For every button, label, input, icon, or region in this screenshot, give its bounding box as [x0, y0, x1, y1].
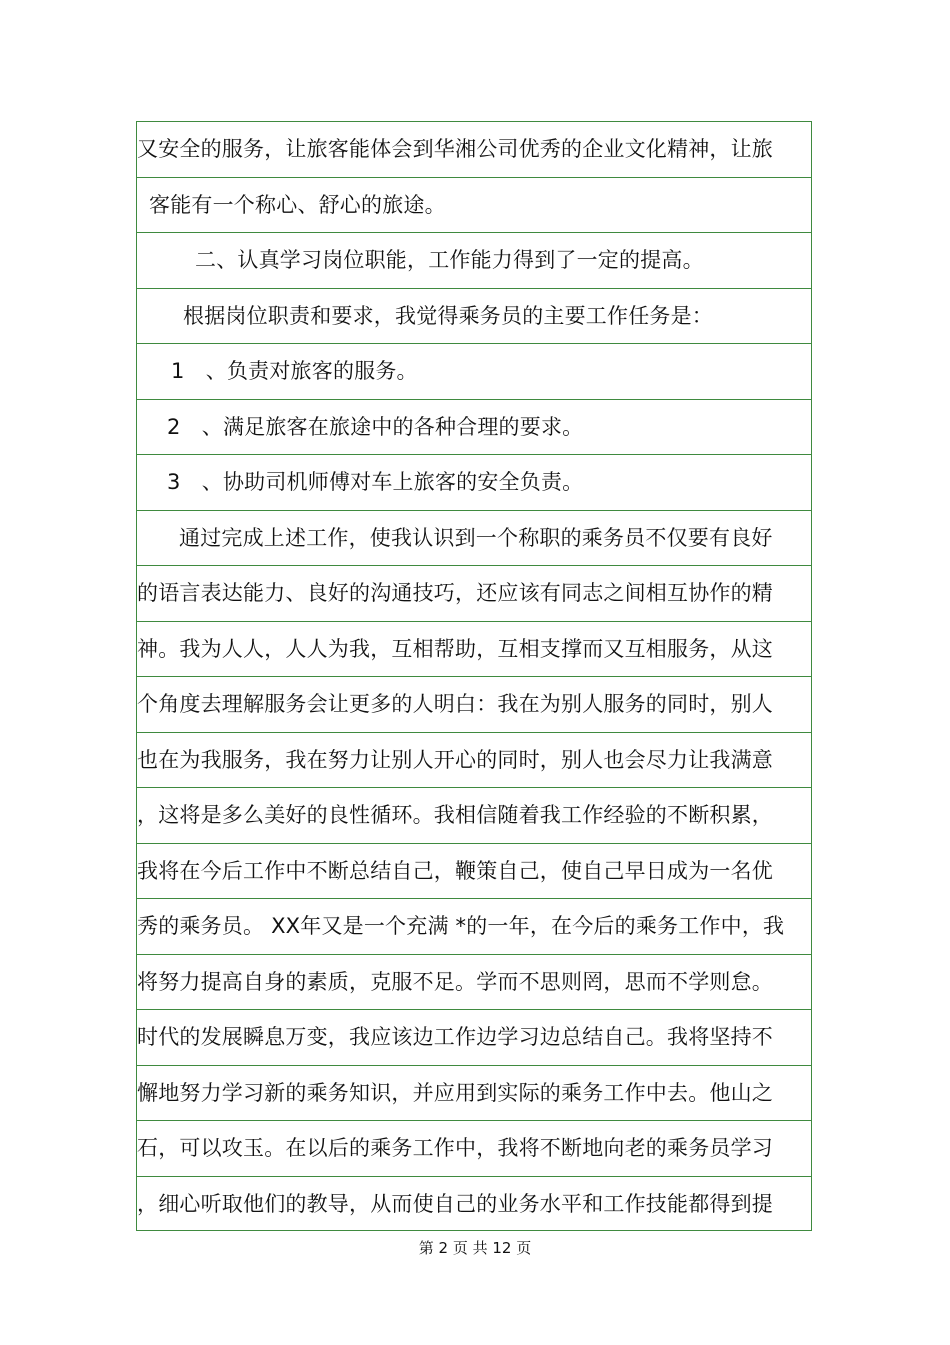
text-line-content: 的语言表达能力、良好的沟通技巧，还应该有同志之间相互协作的精 — [137, 581, 773, 605]
text-line — [137, 566, 811, 622]
text-line — [137, 1121, 811, 1177]
text-line — [137, 622, 811, 678]
text-line — [137, 1177, 811, 1233]
text-line-content: 也在为我服务，我在努力让别人开心的同时，别人也会尽力让我满意 — [137, 747, 773, 772]
text-line-content: 通过完成上述工作，使我认识到一个称职的乘务员不仅要有良好 — [179, 525, 773, 550]
list-item — [137, 455, 811, 511]
text-line-content: 又安全的服务，让旅客能体会到华湘公司优秀的企业文化精神，让旅 — [137, 137, 773, 161]
text-line — [137, 1010, 811, 1066]
list-item-text: 2 、满足旅客在旅途中的各种合理的要求。 — [167, 414, 584, 439]
text-line — [137, 788, 811, 844]
text-line-content: 神。我为人人，人人为我，互相帮助，互相支撑而又互相服务，从这 — [137, 636, 773, 661]
text-line — [137, 733, 811, 789]
text-line-content: 将努力提高自身的素质，克服不足。学而不思则罔，思而不学则怠。 — [137, 969, 773, 994]
text-line-content: 根据岗位职责和要求，我觉得乘务员的主要工作任务是： — [183, 303, 713, 328]
text-line-content: ，细心听取他们的教导，从而使自己的业务水平和工作技能都得到提 — [137, 1191, 773, 1216]
text-line — [137, 122, 811, 178]
list-item — [137, 344, 811, 400]
text-line-content: 个角度去理解服务会让更多的人明白：我在为别人服务的同时，别人 — [137, 692, 773, 716]
text-line — [137, 178, 811, 234]
section-heading-text: 二、认真学习岗位职能，工作能力得到了一定的提高。 — [195, 248, 704, 272]
text-line — [137, 677, 811, 733]
text-line-content: 客能有一个称心、舒心的旅途。 — [149, 192, 446, 217]
text-line-content: 时代的发展瞬息万变，我应该边工作边学习边总结自己。我将坚持不 — [137, 1025, 773, 1049]
text-line — [137, 844, 811, 900]
text-line-content: 我将在今后工作中不断总结自己，鞭策自己，使自己早日成为一名优 — [137, 858, 773, 883]
section-heading — [137, 233, 811, 289]
text-line-content: ，这将是多么美好的良性循环。我相信随着我工作经验的不断积累， — [137, 803, 773, 827]
text-line — [137, 1066, 811, 1122]
list-item — [137, 400, 811, 456]
document-body — [136, 121, 812, 1231]
text-line — [137, 511, 811, 567]
page-footer: 第 2 页 共 12 页 — [418, 1239, 532, 1257]
text-line-content: 秀的乘务员。 XX年又是一个充满 *的一年，在今后的乘务工作中，我 — [137, 914, 785, 938]
text-line-content: 懈地努力学习新的乘务知识，并应用到实际的乘务工作中去。他山之 — [137, 1080, 773, 1105]
text-line — [137, 899, 811, 955]
list-item-text: 3 、协助司机师傅对车上旅客的安全负责。 — [167, 470, 584, 494]
list-item-text: 1 、负责对旅客的服务。 — [171, 359, 418, 383]
text-line — [137, 955, 811, 1011]
text-line — [137, 289, 811, 345]
text-line-content: 石，可以攻玉。在以后的乘务工作中，我将不断地向老的乘务员学习 — [137, 1136, 773, 1160]
